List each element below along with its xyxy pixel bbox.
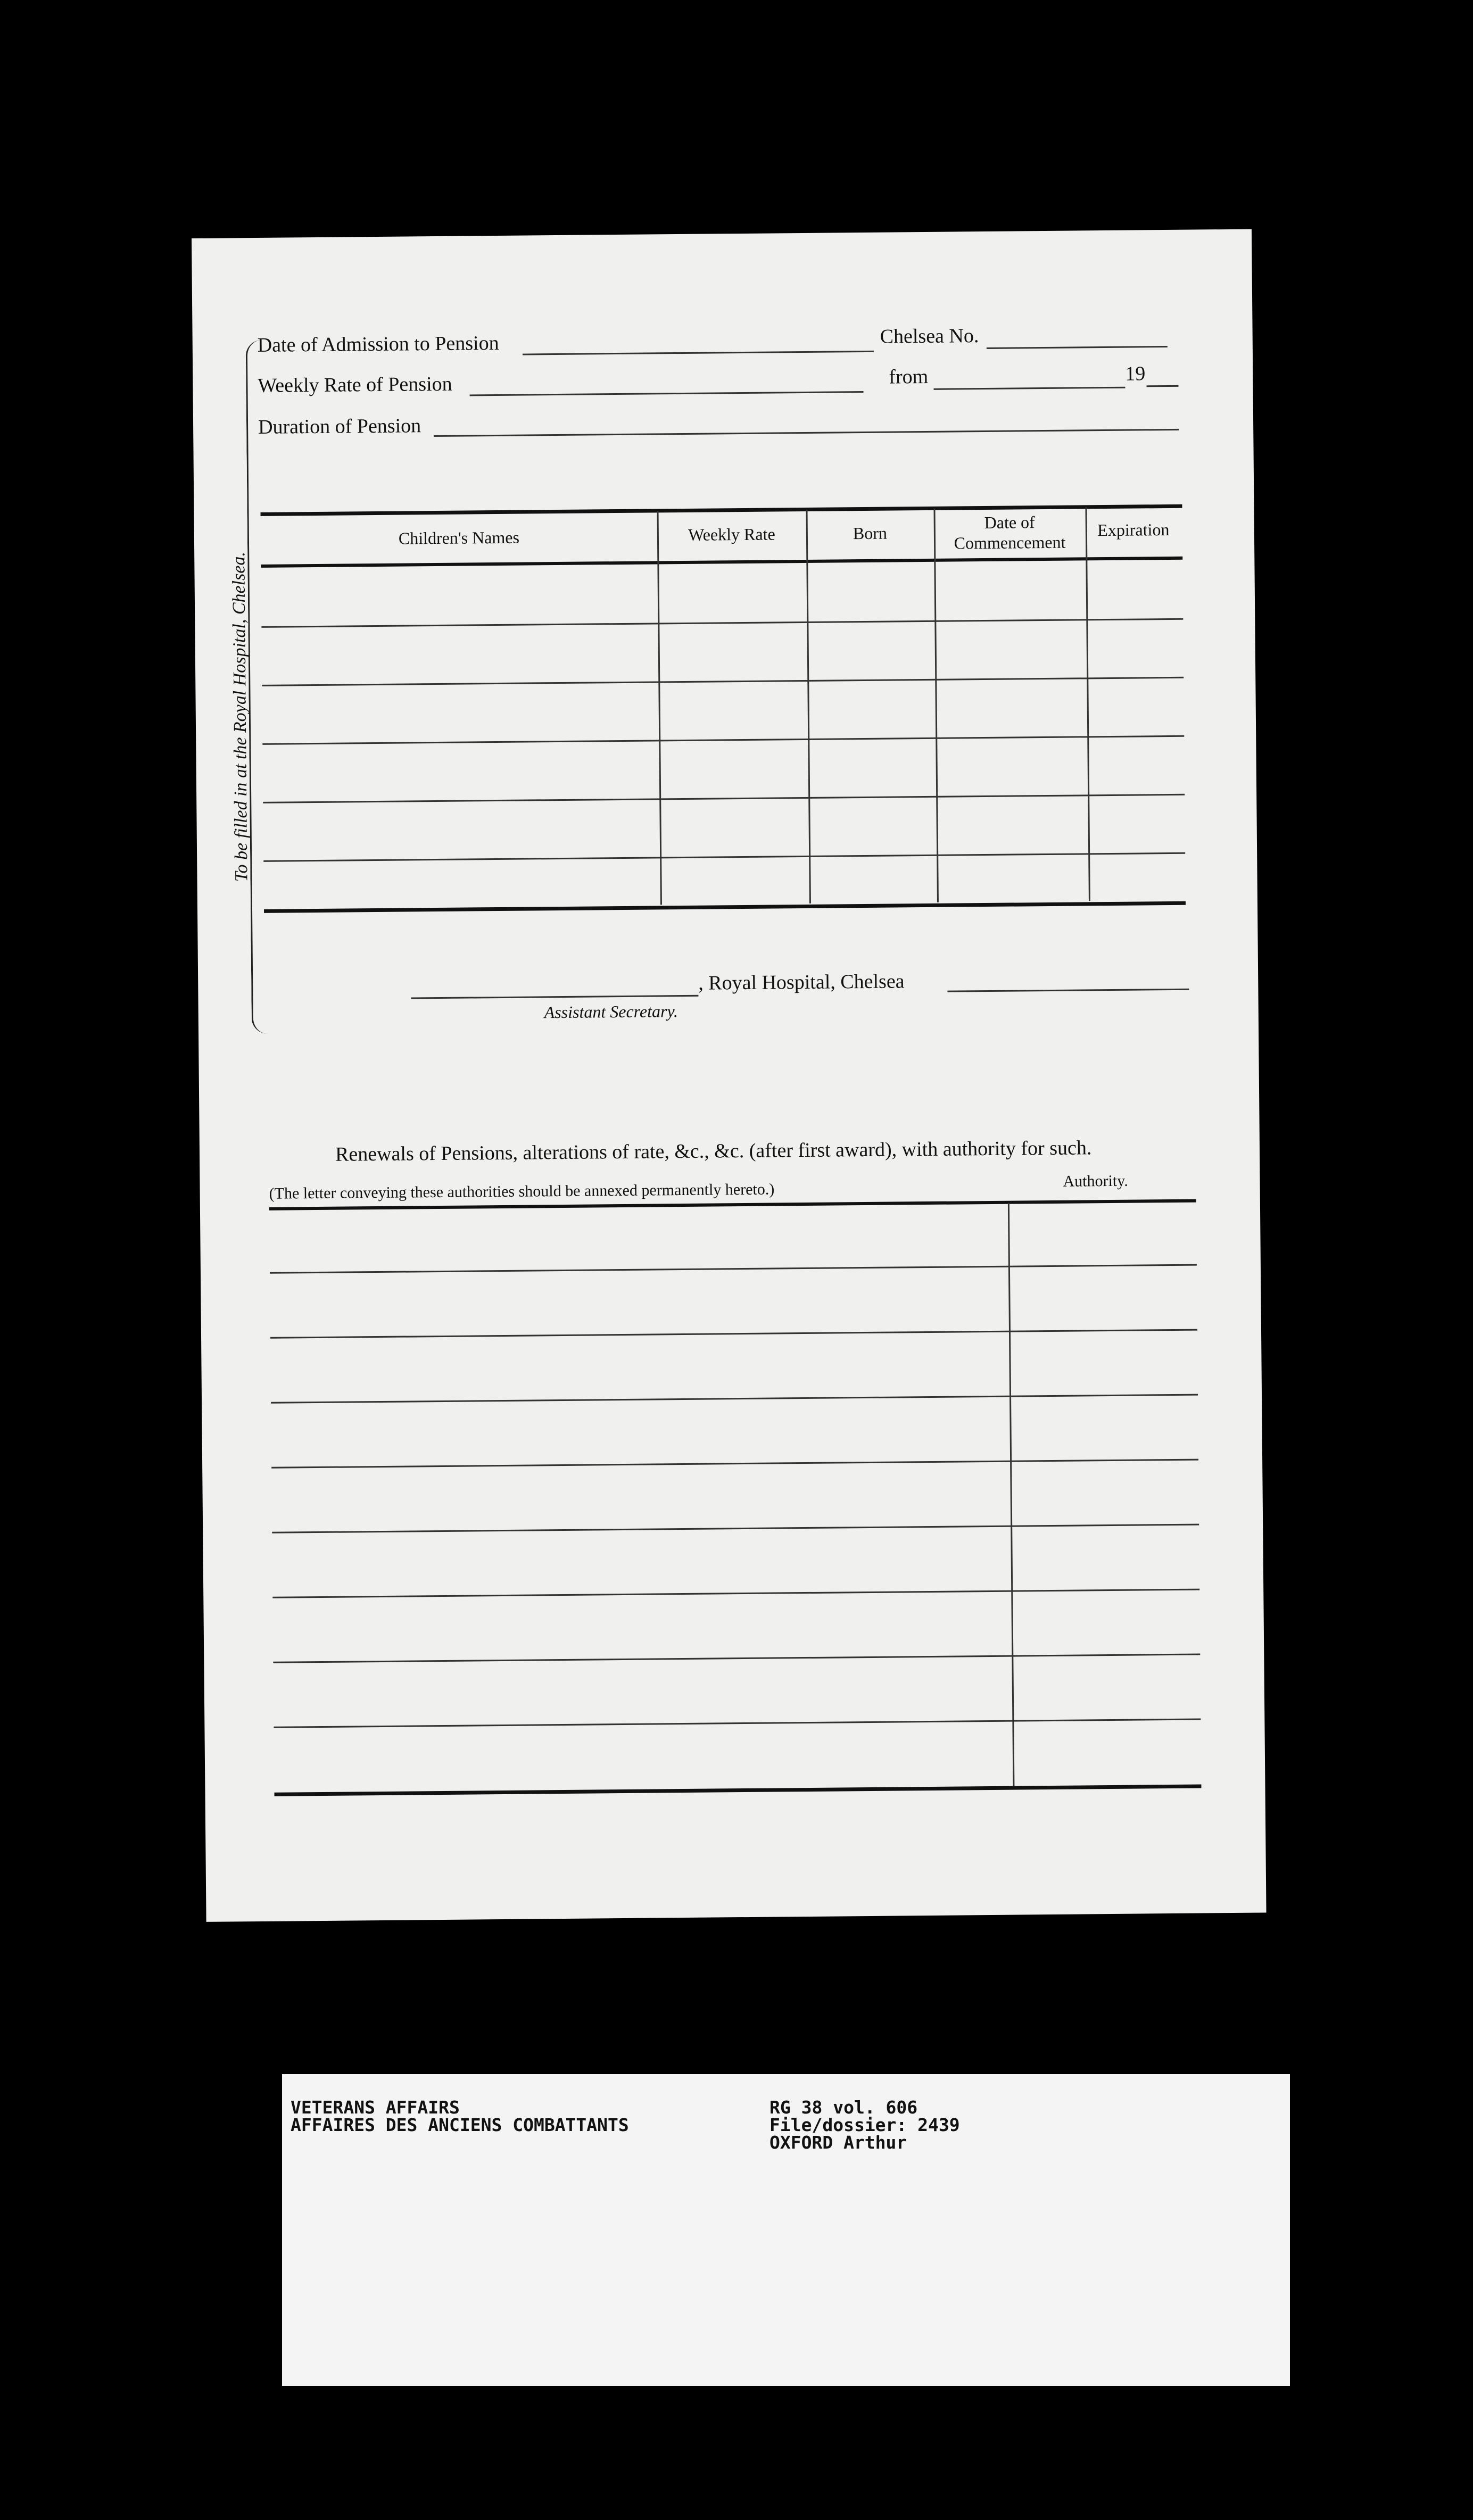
duration-line xyxy=(434,429,1179,437)
from-label: from xyxy=(889,365,929,388)
header-weekly-rate: Weekly Rate xyxy=(688,524,775,544)
children-col-divider xyxy=(933,509,938,902)
date-admission-label: Date of Admission to Pension xyxy=(257,331,499,357)
children-col-divider xyxy=(1085,507,1090,901)
chelsea-no-label: Chelsea No. xyxy=(880,325,979,348)
children-table-header-rule xyxy=(261,557,1182,568)
header-childrens-names: Children's Names xyxy=(398,527,520,548)
authority-label: Authority. xyxy=(1063,1172,1128,1190)
assistant-secretary-line xyxy=(411,995,698,999)
renewals-title: Renewals of Pensions, alterations of rate, &c., &c. (after first award), with authority for such. xyxy=(335,1137,1092,1166)
renewals-row-line xyxy=(274,1719,1201,1728)
authority-col-divider xyxy=(1008,1203,1015,1788)
renewals-row-line xyxy=(271,1459,1198,1469)
renewals-row-line xyxy=(272,1524,1199,1533)
children-table-row-line xyxy=(261,618,1183,628)
duration-label: Duration of Pension xyxy=(258,415,421,438)
from-line xyxy=(934,387,1126,390)
renewals-row-line xyxy=(271,1394,1198,1404)
archive-line1-left: VETERANS AFFAIRS xyxy=(291,2097,460,2118)
archive-line2-right: File/dossier: 2439 xyxy=(769,2115,960,2135)
renewals-row-line xyxy=(272,1589,1199,1598)
children-table-row-line xyxy=(263,794,1185,803)
archive-label xyxy=(282,2074,1290,2386)
archive-line1-right: RG 38 vol. 606 xyxy=(769,2097,918,2118)
side-note: To be filled in at the Royal Hospital, Chelsea. xyxy=(229,551,252,882)
chelsea-no-line xyxy=(987,346,1168,349)
children-table-row-line xyxy=(262,677,1184,686)
renewals-row-line xyxy=(270,1264,1197,1274)
royal-hospital-text: , Royal Hospital, Chelsea xyxy=(698,970,905,994)
renewals-row-line xyxy=(270,1329,1197,1339)
pension-form xyxy=(192,229,1267,1922)
weekly-rate-label: Weekly Rate of Pension xyxy=(258,372,452,397)
renewals-bottom-rule xyxy=(274,1785,1201,1796)
weekly-rate-line xyxy=(470,391,864,396)
header-born: Born xyxy=(853,523,888,543)
header-expiration: Expiration xyxy=(1097,519,1170,540)
children-col-divider xyxy=(806,510,810,903)
header-date-of-commencement: Date of Commencement xyxy=(954,512,1066,553)
renewals-row-line xyxy=(273,1654,1200,1663)
assistant-secretary-label: Assistant Secretary. xyxy=(544,1001,678,1022)
royal-hospital-line xyxy=(947,989,1189,992)
date-admission-line xyxy=(523,351,874,355)
year-prefix: 19 xyxy=(1125,362,1146,385)
children-table-row-line xyxy=(262,735,1184,745)
children-col-divider xyxy=(657,511,662,905)
children-table-bottom-rule xyxy=(264,901,1186,913)
year-line xyxy=(1146,385,1178,387)
archive-line3-right: OXFORD Arthur xyxy=(769,2132,907,2153)
children-table-row-line xyxy=(263,852,1185,862)
archive-line2-left: AFFAIRES DES ANCIENS COMBATTANTS xyxy=(291,2115,629,2135)
renewals-note: (The letter conveying these authorities should be annexed permanently hereto.) xyxy=(269,1180,775,1203)
